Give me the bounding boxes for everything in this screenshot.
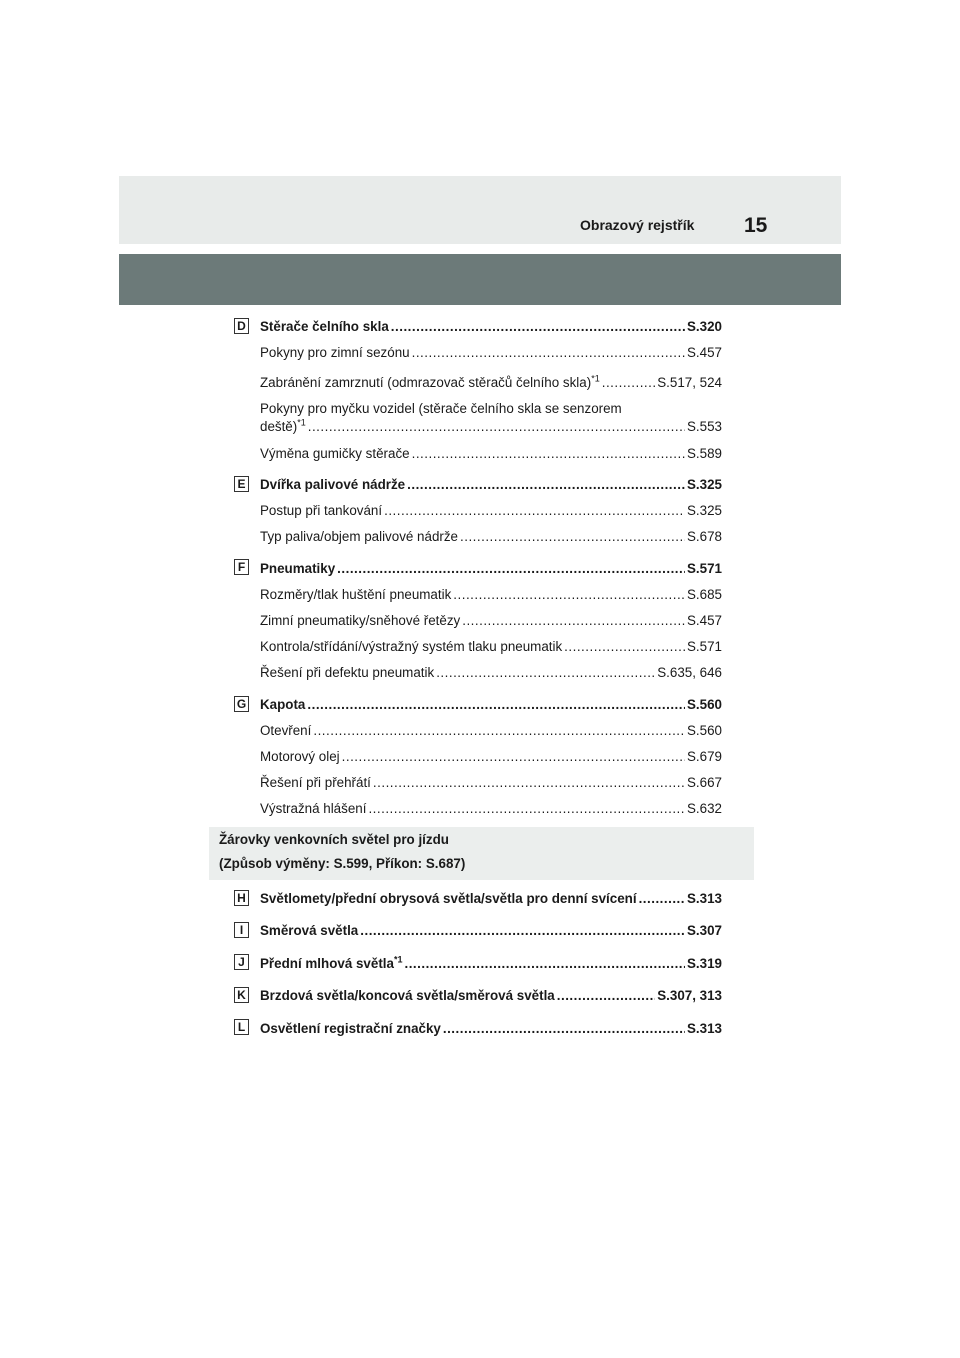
index-entry[interactable]: Osvětlení registrační značky ..... S.313 (260, 1021, 722, 1037)
band-subheading: (Způsob výměny: S.599, Příkon: S.687) (219, 856, 466, 871)
letter-label-h: H (234, 890, 249, 906)
index-entry[interactable]: Pneumatiky ..... S.571 (260, 561, 722, 577)
index-entry[interactable]: Výstražná hlášení ..... S.632 (260, 801, 722, 817)
index-entry[interactable]: Zabránění zamrznutí (odmrazovač stěračů čelního skla)$^{*1}$ ..... S.517, 524 (260, 375, 722, 391)
letter-label-f: F (234, 559, 249, 575)
index-entry[interactable]: Dvířka palivové nádrže ..... S.325 (260, 477, 722, 493)
letter-label-l: L (234, 1019, 249, 1035)
index-entry[interactable]: Pokyny pro myčku vozidel (stěrače čelního skla se senzorem deště)$^{*1}$ ..... S.553 (260, 401, 722, 435)
band-heading: Žárovky venkovních světel pro jízdu (219, 832, 449, 847)
index-entry[interactable]: Kontrola/střídání/výstražný systém tlaku pneumatik ..... S.571 (260, 639, 722, 655)
index-entry[interactable]: Typ paliva/objem palivové nádrže ..... S.678 (260, 529, 722, 545)
index-entry[interactable]: Pokyny pro zimní sezónu ..... S.457 (260, 345, 722, 361)
letter-label-g: G (234, 696, 249, 712)
letter-label-i: I (234, 922, 249, 938)
index-entry[interactable]: Zimní pneumatiky/sněhové řetězy ..... S.457 (260, 613, 722, 629)
index-entry[interactable]: Směrová světla ..... S.307 (260, 923, 722, 939)
page-number: 15 (744, 214, 768, 237)
letter-label-e: E (234, 476, 249, 492)
section-title: Obrazový rejstřík (580, 217, 695, 233)
index-entry[interactable]: Otevření ..... S.560 (260, 723, 722, 739)
header-bar (119, 176, 841, 244)
index-entry[interactable]: Postup při tankování ..... S.325 (260, 503, 722, 519)
index-entry[interactable]: Rozměry/tlak huštění pneumatik ..... S.685 (260, 587, 722, 603)
index-entry[interactable]: Kapota ..... S.560 (260, 697, 722, 713)
index-entry[interactable]: Řešení při přehřátí ..... S.667 (260, 775, 722, 791)
letter-label-d: D (234, 318, 249, 334)
header-image-band (119, 254, 841, 305)
index-entry[interactable]: Motorový olej ..... S.679 (260, 749, 722, 765)
index-entry[interactable]: Přední mlhová světla$^{*1}$ ..... S.319 (260, 956, 722, 972)
index-entry[interactable]: Výměna gumičky stěrače ..... S.589 (260, 446, 722, 462)
letter-label-k: K (234, 987, 249, 1003)
index-entry[interactable]: Světlomety/přední obrysová světla/světla pro denní svícení ..... S.313 (260, 891, 722, 907)
index-entry[interactable]: Stěrače čelního skla ..... S.320 (260, 319, 722, 335)
index-entry[interactable]: Řešení při defektu pneumatik ..... S.635, 646 (260, 665, 722, 681)
index-entry[interactable]: Brzdová světla/koncová světla/směrová světla ..... S.307, 313 (260, 988, 722, 1004)
letter-label-j: J (234, 954, 249, 970)
